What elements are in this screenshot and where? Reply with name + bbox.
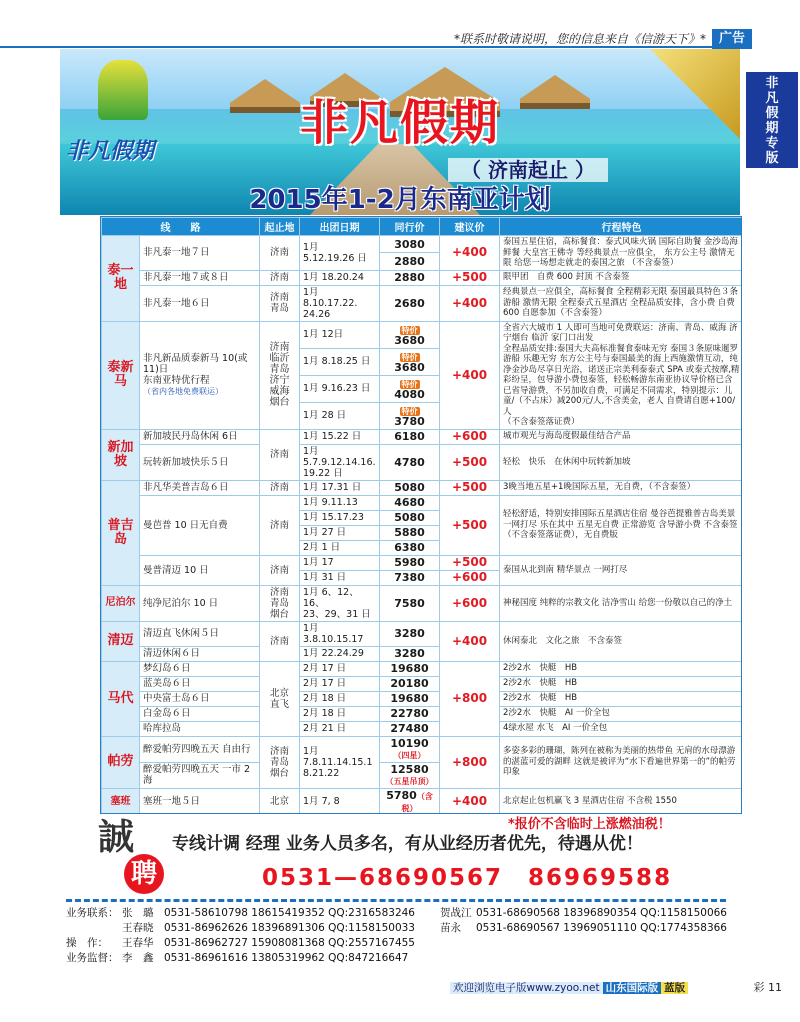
date-cell: 2月 17 日: [300, 661, 380, 676]
region-cell: 帕劳: [102, 736, 140, 788]
dep-cell: 济南: [260, 236, 300, 271]
price-cell: 7580: [380, 585, 440, 621]
header-notice: *联系时敬请说明，您的信息来自《信游天下》*: [0, 30, 712, 48]
suggested-cell: +500: [440, 270, 500, 285]
recruit-char-2: 聘: [124, 854, 164, 894]
route-cell: 非凡泰一地７或８日: [140, 270, 260, 285]
logo-text: 非凡假期: [66, 139, 155, 164]
date-cell: 2月 21 日: [300, 721, 380, 736]
table-row: [102, 480, 743, 495]
route-cell: 塞班一地５日: [140, 788, 260, 814]
date-cell: 1月 12日: [300, 321, 380, 348]
price-value: 3680: [394, 333, 425, 347]
side-tab: [744, 70, 800, 170]
suggested-cell: +500: [440, 480, 500, 495]
feature-cell: 经典景点一应俱全，高标餐食 全程精彩无限 泰国最具特色３条游船 激情无限 全程泰式五星酒店 全程品质安排，含小费 自费 600 自愿参加（不含泰签）: [500, 285, 743, 321]
dep-cell: 济南 青岛 烟台: [260, 585, 300, 621]
feature-cell: 限甲团 自费 600 封顶 不含泰签: [500, 270, 743, 285]
col-route: 线 路: [102, 218, 260, 236]
price-cell: 2880: [380, 270, 440, 285]
date-cell: 2月 18 日: [300, 706, 380, 721]
special-tag: 特价: [401, 406, 418, 416]
suggested-cell: +400: [440, 321, 500, 429]
table-row: [102, 236, 743, 253]
date-cell: 1月 28 日: [300, 402, 380, 429]
price-cell: 2880: [380, 253, 440, 270]
price-cell: 5080: [380, 510, 440, 525]
route-cell: 非凡泰一地７日: [140, 236, 260, 271]
price-cell: 20180: [380, 676, 440, 691]
table-row: [102, 676, 743, 691]
feature-cell: 泰国从北到南 精华景点 一网打尽: [500, 555, 743, 585]
feature-cell: 轻松舒适，特别安排国际五星酒店住宿 曼谷芭提雅普吉岛美景一网打尽 乐在其中 五星无自费 正常游览 含导游小费 不含泰签（不含泰签落证费），无自费版: [500, 495, 743, 555]
contact-row: [66, 936, 746, 951]
route-name: 非凡新品质泰新马 10(或 11)日 东南亚特优行程: [143, 353, 248, 386]
contact-phone: 0531-86962727 15908081368 QQ:2557167455: [164, 937, 415, 949]
region-cell: 泰新马: [102, 321, 140, 429]
suggested-cell: +500: [440, 555, 500, 570]
route-cell: 非凡泰一地６日: [140, 285, 260, 321]
date-cell: 1月 5.7.9.12.14.16. 19.22 日: [300, 444, 380, 480]
contact-name: 王春晓: [122, 922, 154, 934]
suggested-cell: +800: [440, 736, 500, 788]
route-cell: 白金岛６日: [140, 706, 260, 721]
table-row: [102, 285, 743, 321]
date-cell: 1月 22.24.29: [300, 646, 380, 661]
date-cell: 1月 7.8.11.14.15.1 8.21.22: [300, 736, 380, 788]
route-cell: 中央富士岛６日: [140, 691, 260, 706]
route-cell: 清迈休闲６日: [140, 646, 260, 661]
route-cell: 新加坡民丹岛休闲 6日: [140, 429, 260, 444]
suggested-cell: +600: [440, 585, 500, 621]
region-cell: 泰一地: [102, 236, 140, 322]
price-value: 3780: [394, 414, 425, 428]
contact-name: 王春华: [122, 937, 154, 949]
table-row: [102, 585, 743, 621]
table-row: [102, 691, 743, 706]
side-tab-char: 专: [765, 136, 779, 151]
price-cell: 3280: [380, 646, 440, 661]
price-cell: 19680: [380, 661, 440, 676]
route-cell: 纯净尼泊尔 10 日: [140, 585, 260, 621]
price-cell: 3080: [380, 236, 440, 253]
table-row: [102, 270, 743, 285]
suggested-cell: +400: [440, 621, 500, 661]
price-cell: 4680: [380, 495, 440, 510]
date-cell: 1月 27 日: [300, 525, 380, 540]
route-cell: 非凡华美普吉岛６日: [140, 480, 260, 495]
suggested-cell: +400: [440, 788, 500, 814]
table-row: [102, 621, 743, 646]
date-cell: 1月 6、12、16、 23、29、31 日: [300, 585, 380, 621]
date-cell: 1月 15.17.23: [300, 510, 380, 525]
route-cell: 醉爱帕劳四晚五天 一市 2 海: [140, 762, 260, 788]
price-cell: 3280: [380, 621, 440, 646]
dep-cell: 济南: [260, 429, 300, 480]
contact-list: [66, 906, 746, 966]
price-cell: [380, 348, 440, 375]
date-cell: 2月 18 日: [300, 691, 380, 706]
contact-name: 苗永: [440, 922, 461, 934]
feature-cell: 多姿多彩的珊瑚，陈列在被称为美丽的热带鱼 无肩的水母漂游的湛蓝可爱的湖畔 这就是被评为“水下看遍世界第一的”的帕劳印象: [500, 736, 743, 788]
date-cell: 1月 18.20.24: [300, 270, 380, 285]
table-row: [102, 495, 743, 510]
feature-cell: 神秘国度 纯粹的宗教文化 洁净雪山 给您一份敬以自己的净土: [500, 585, 743, 621]
dep-cell: 济南: [260, 495, 300, 555]
suggested-cell: +500: [440, 495, 500, 555]
date-cell: 1月 5.12.19.26 日: [300, 236, 380, 271]
contact-phone: 0531-86962626 18396891306 QQ:1158150033: [164, 922, 415, 934]
contact-phone: 0531-86961616 13805319962 QQ:847216647: [164, 952, 409, 964]
special-tag: 特价: [401, 325, 418, 335]
route-cell: 梦幻岛６日: [140, 661, 260, 676]
price-value: 5780: [386, 788, 417, 802]
region-cell: 新加坡: [102, 429, 140, 480]
dep-cell: 济南 临沂 青岛 济宁 威海 烟台: [260, 321, 300, 429]
footer-bar: [450, 980, 740, 996]
surcharge-notice: *报价不含临时上涨燃油税！: [508, 817, 671, 832]
feature-cell: 城市观光与海岛度假最佳结合产品: [500, 429, 743, 444]
footer-edition: 山东国际版: [603, 982, 662, 994]
route-cell: 曼芭普 10 日无自费: [140, 495, 260, 555]
table-row: [102, 321, 743, 348]
contact-phone: 0531-68690568 18396890354 QQ:1158150066: [476, 907, 727, 919]
contact-label: 业务监督：: [66, 952, 119, 964]
banner-title: 非凡假期: [300, 95, 501, 151]
region-cell: 塞班: [102, 788, 140, 814]
route-cell: 蓝美岛６日: [140, 676, 260, 691]
side-tab-char: 期: [765, 121, 779, 136]
suggested-cell: +500: [440, 444, 500, 480]
table-header-row: [102, 218, 743, 236]
suggested-cell: +400: [440, 285, 500, 321]
price-cell: 27480: [380, 721, 440, 736]
suggested-cell: +800: [440, 661, 500, 736]
date-cell: 1月 17.31 日: [300, 480, 380, 495]
date-cell: 1月 3.8.10.15.17: [300, 621, 380, 646]
table-row: [102, 736, 743, 762]
route-cell: [140, 321, 260, 429]
price-cell: 7380: [380, 570, 440, 585]
price-cell: 5980: [380, 555, 440, 570]
col-dates: 出团日期: [300, 218, 380, 236]
contact-name: 李 鑫: [122, 952, 154, 964]
col-suggested: 建议价: [440, 218, 500, 236]
feature-cell: 2沙2水 快艇 HB: [500, 661, 743, 676]
region-cell: 清迈: [102, 621, 140, 661]
route-note: （省内各地免费联运）: [143, 387, 223, 396]
side-tab-char: 版: [765, 151, 779, 166]
recruit-phone: 0531—68690567 86969588: [262, 865, 673, 891]
price-value: 12580: [390, 762, 429, 776]
feature-cell: 4绿水屋 水飞 AI 一价全包: [500, 721, 743, 736]
suggested-cell: +600: [440, 429, 500, 444]
recruit-logo: [98, 818, 168, 898]
footer-blue: 蓝版: [661, 982, 688, 994]
feature-cell: 北京起止包机赢飞 3 星酒店住宿 不含税 1550: [500, 788, 743, 814]
contact-label: 业务联系：: [66, 907, 119, 919]
col-features: 行程特色: [500, 218, 743, 236]
contact-phone: 0531-68690567 13969051110 QQ:1774358366: [476, 922, 727, 934]
table-row: [102, 661, 743, 676]
price-value: 10190: [390, 736, 429, 750]
price-value: 4080: [394, 387, 425, 401]
dep-cell: 北京 直飞: [260, 661, 300, 736]
brand-logo: [66, 60, 186, 172]
plan-heading: 2015年1-2月东南亚计划: [249, 185, 551, 215]
feature-cell: 轻松 快乐 在休闲中玩转新加坡: [500, 444, 743, 480]
ad-tag: 广告: [712, 29, 752, 49]
price-cell: 19680: [380, 691, 440, 706]
date-cell: 1月 8.10.17.22. 24.26: [300, 285, 380, 321]
date-cell: 2月 17 日: [300, 676, 380, 691]
route-cell: 曼普清迈 10 日: [140, 555, 260, 585]
table-row: [102, 706, 743, 721]
price-table: [101, 217, 742, 814]
contact-row: [66, 906, 746, 921]
price-value: 3680: [394, 360, 425, 374]
price-cell: 5080: [380, 480, 440, 495]
date-cell: 2月 1 日: [300, 540, 380, 555]
footer-browse-link[interactable]: 欢迎浏览电子版www.zyoo.net: [450, 982, 603, 994]
feature-cell: 休闲泰北 文化之旅 不含泰签: [500, 621, 743, 661]
contact-phone: 0531-58610798 18615419352 QQ:2316583246: [164, 907, 415, 919]
side-tab-char: 非: [765, 76, 779, 91]
feature-cell: 2沙2水 快艇 AI 一价全包: [500, 706, 743, 721]
price-note: （含税）: [401, 791, 433, 813]
price-cell: 6380: [380, 540, 440, 555]
special-tag: 特价: [401, 352, 418, 362]
dep-cell: 济南 青岛: [260, 285, 300, 321]
dep-cell: 济南: [260, 621, 300, 661]
contact-name: 张 璐: [122, 907, 154, 919]
page-label: 彩: [753, 981, 765, 994]
feature-cell: 泰国五星住宿，高标餐食：泰式风味火锅 国际自助餐 金沙岛海鲜餐 大皇宫王佛寺 等经典景点一应俱全， 东方公主号 激情无限 给您一场想走就走的泰国之旅 （不含泰签）: [500, 236, 743, 271]
suggested-cell: +400: [440, 236, 500, 271]
page-value: 11: [768, 981, 782, 994]
price-note: （五星吊顶）: [385, 776, 434, 786]
dep-cell: 济南: [260, 480, 300, 495]
region-cell: 普吉岛: [102, 480, 140, 585]
route-cell: 清迈直飞休闲５日: [140, 621, 260, 646]
price-table-container: [100, 216, 742, 814]
table-row: [102, 429, 743, 444]
side-tab-char: 假: [765, 106, 779, 121]
dep-cell: 济南: [260, 270, 300, 285]
contact-name: 贺战江: [440, 907, 472, 919]
col-price: 同行价: [380, 218, 440, 236]
route-cell: 玩转新加坡快乐５日: [140, 444, 260, 480]
table-row: [102, 555, 743, 570]
date-cell: 1月 15.22 日: [300, 429, 380, 444]
col-dep: 起止地: [260, 218, 300, 236]
table-row: [102, 788, 743, 814]
price-cell: [380, 762, 440, 788]
price-cell: [380, 788, 440, 814]
contact-row: [66, 921, 746, 936]
price-cell: [380, 736, 440, 762]
contact-row: [66, 951, 746, 966]
price-cell: 4780: [380, 444, 440, 480]
price-cell: 6180: [380, 429, 440, 444]
suggested-cell: +600: [440, 570, 500, 585]
price-cell: [380, 321, 440, 348]
contact-label: 操 作：: [66, 937, 108, 949]
feature-cell: 2沙2水 快艇 HB: [500, 691, 743, 706]
price-cell: 5880: [380, 525, 440, 540]
price-cell: 22780: [380, 706, 440, 721]
table-row: [102, 721, 743, 736]
feature-cell: 3晚当地五星+1晚国际五星，无自费，（不含泰签）: [500, 480, 743, 495]
price-cell: [380, 375, 440, 402]
price-note: （四星）: [393, 750, 426, 760]
dep-cell: 北京: [260, 788, 300, 814]
date-cell: 1月 17: [300, 555, 380, 570]
dep-cell: 济南: [260, 555, 300, 585]
date-cell: 1月 9.16.23 日: [300, 375, 380, 402]
recruit-char-1: 誠: [98, 817, 135, 858]
region-cell: 马代: [102, 661, 140, 736]
page-number: [742, 980, 782, 996]
special-tag: 特价: [401, 379, 418, 389]
date-cell: 1月 7, 8: [300, 788, 380, 814]
date-cell: 1月 31 日: [300, 570, 380, 585]
price-cell: [380, 402, 440, 429]
dashed-divider: [66, 894, 726, 902]
date-cell: 1月 8.18.25 日: [300, 348, 380, 375]
recruit-text: 专线计调 经理 业务人员多名，有从业经历者优先，待遇从优！: [172, 834, 643, 854]
feature-cell: 全省六大城市 1 人即可当地可免费联运：济南、青岛、威海 济宁烟台 临沂 家门口出发 全程品质安排:泰国大夫高标准餐食泰味无穷 泰国３条原味暹罗游船 乐趣无穷 东方公主号与泰国最美的海上西施激情互动，纯净金沙岛尽享日光浴，诺送正宗美利泰泰式 SPA 或泰式按摩,精彩纷呈，包导游小费包泰签，轻松畅游东南亚协议导价格已含已省导游费，不另加收自费，可满足不同需求，特别提示：儿童/（不占床）减200元/人,不含美金，老人 自费请自愿+100/人 （不含泰签落证费）: [500, 321, 743, 429]
table-row: [102, 444, 743, 480]
date-cell: 1月 9.11.13: [300, 495, 380, 510]
feature-cell: 2沙2水 快艇 HB: [500, 676, 743, 691]
region-cell: 尼泊尔: [102, 585, 140, 621]
route-cell: 醉爱帕劳四晚五天 自由行: [140, 736, 260, 762]
side-tab-char: 凡: [765, 91, 779, 106]
palm-tree-icon: [98, 60, 148, 120]
price-cell: 2680: [380, 285, 440, 321]
departure-label: （ 济南起止 ）: [448, 158, 608, 182]
route-cell: 哈库拉岛: [140, 721, 260, 736]
dep-cell: 济南 青岛 烟台: [260, 736, 300, 788]
